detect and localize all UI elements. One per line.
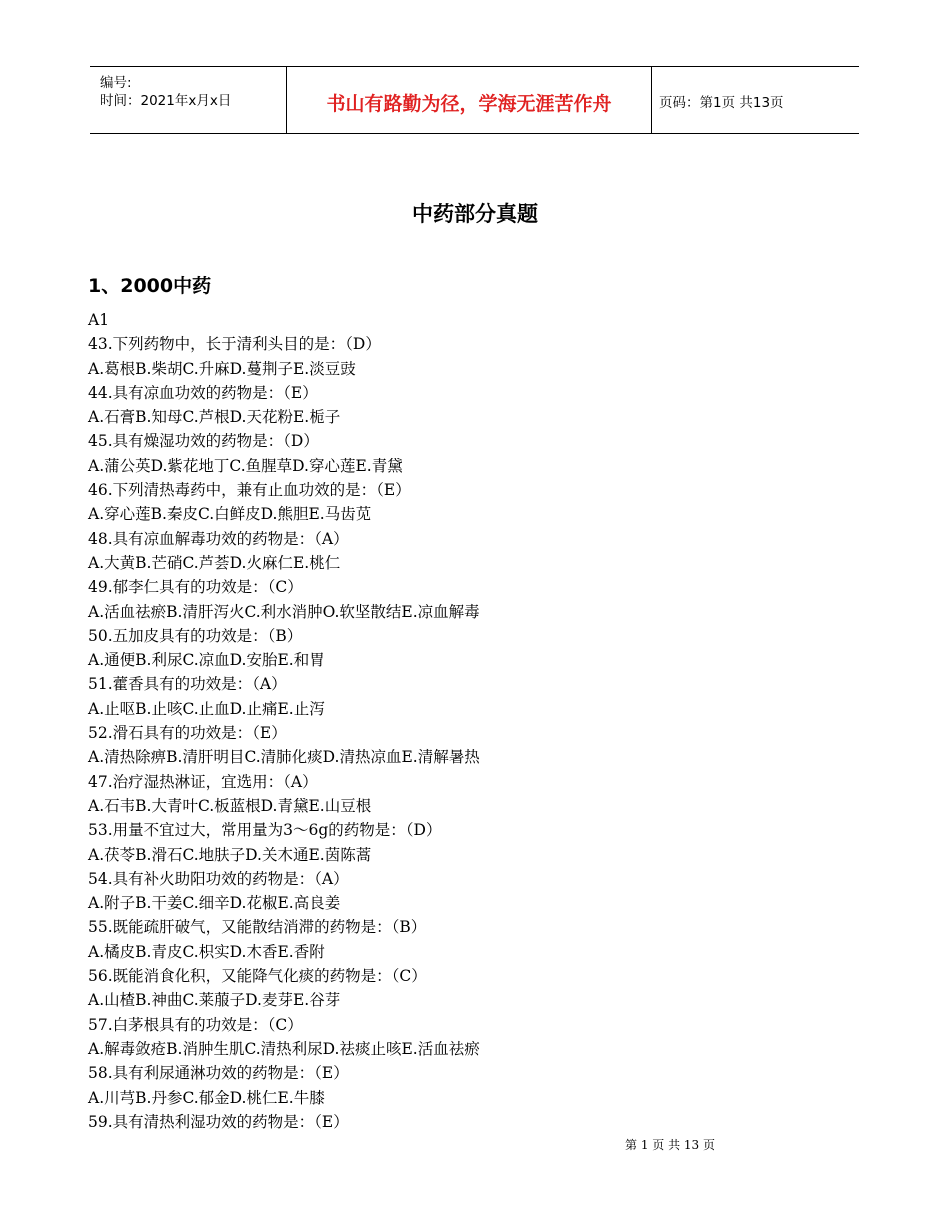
- document-title: 中药部分真题: [412, 202, 538, 226]
- header-page-cell: [651, 67, 859, 133]
- question-line: 47.治疗湿热淋证，宜选用：（A）: [88, 772, 318, 791]
- option-line: A.清热除痹B.清肝明目C.清肺化痰D.清热凉血E.清解暑热: [88, 748, 480, 767]
- option-line: A.活血祛瘀B.清肝泻火C.利水消肿O.软坚散结E.凉血解毒: [88, 602, 480, 621]
- option-line: A.止呕B.止咳C.止血D.止痛E.止泻: [88, 699, 325, 718]
- option-line: A.石膏B.知母C.芦根D.天花粉E.栀子: [88, 408, 341, 427]
- question-line: 45.具有燥湿功效的药物是：（D）: [88, 432, 319, 451]
- option-line: A.橘皮B.青皮C.枳实D.木香E.香附: [88, 942, 325, 961]
- option-line: A.解毒敛疮B.消肿生肌C.清热利尿D.祛痰止咳E.活血祛瘀: [88, 1039, 480, 1058]
- question-line: A1: [88, 311, 110, 329]
- question-line: 46.下列清热毒药中，兼有止血功效的是：（E）: [88, 481, 411, 500]
- question-line: 54.具有补火助阳功效的药物是：（A）: [88, 869, 349, 888]
- option-line: A.茯苓B.滑石C.地肤子D.关木通E.茵陈蒿: [88, 845, 372, 864]
- question-line: 59.具有清热利湿功效的药物是：（E）: [88, 1112, 349, 1131]
- question-line: 55.既能疏肝破气，又能散结消滞的药物是：（B）: [88, 918, 427, 937]
- header-table: [90, 66, 859, 134]
- header-info-cell: [90, 67, 286, 133]
- option-line: A.葛根B.柴胡C.升麻D.蔓荆子E.淡豆豉: [88, 359, 356, 378]
- question-line: 49.郁李仁具有的功效是：（C）: [88, 578, 303, 597]
- question-line: 56.既能消食化积，又能降气化痰的药物是：（C）: [88, 967, 427, 986]
- option-line: A.川芎B.丹参C.郁金D.桃仁E.牛膝: [88, 1088, 325, 1107]
- time-label: 时间：2021年x月x日: [100, 93, 232, 109]
- option-line: A.穿心莲B.秦皮C.白鲜皮D.熊胆E.马齿苋: [88, 505, 372, 524]
- option-line: A.附子B.干姜C.细辛D.花椒E.高良姜: [88, 894, 341, 913]
- page-footer: 第 1 页 共 13 页: [625, 1138, 715, 1152]
- page-code: 页码：第1页 共13页: [659, 95, 784, 111]
- question-line: 58.具有利尿通淋功效的药物是：（E）: [88, 1064, 349, 1083]
- number-label: 编号:: [100, 75, 132, 91]
- option-line: A.石韦B.大青叶C.板蓝根D.青黛E.山豆根: [88, 796, 372, 815]
- option-line: A.山楂B.神曲C.莱菔子D.麦芽E.谷芽: [88, 991, 341, 1010]
- question-line: 43.下列药物中，长于清利头目的是：（D）: [88, 335, 381, 354]
- motto-text: 书山有路勤为径，学海无涯苦作舟: [326, 93, 612, 115]
- question-line: 52.滑石具有的功效是：（E）: [88, 724, 287, 743]
- question-line: 57.白茅根具有的功效是：（C）: [88, 1015, 303, 1034]
- question-line: 50.五加皮具有的功效是：（B）: [88, 626, 303, 645]
- question-line: 51.藿香具有的功效是：（A）: [88, 675, 287, 694]
- question-line: 48.具有凉血解毒功效的药物是：（A）: [88, 529, 349, 548]
- option-line: A.通便B.利尿C.凉血D.安胎E.和胃: [88, 651, 325, 670]
- option-line: A.蒲公英D.紫花地丁C.鱼腥草D.穿心莲E.青黛: [88, 456, 403, 475]
- question-line: 44.具有凉血功效的药物是：（E）: [88, 383, 318, 402]
- option-line: A.大黄B.芒硝C.芦荟D.火麻仁E.桃仁: [88, 553, 341, 572]
- section-heading: 1、2000中药: [88, 275, 212, 297]
- question-line: 53.用量不宜过大，常用量为3～6g的药物是：（D）: [88, 821, 442, 840]
- question-list: [88, 308, 480, 1134]
- header-motto-cell: [286, 67, 652, 133]
